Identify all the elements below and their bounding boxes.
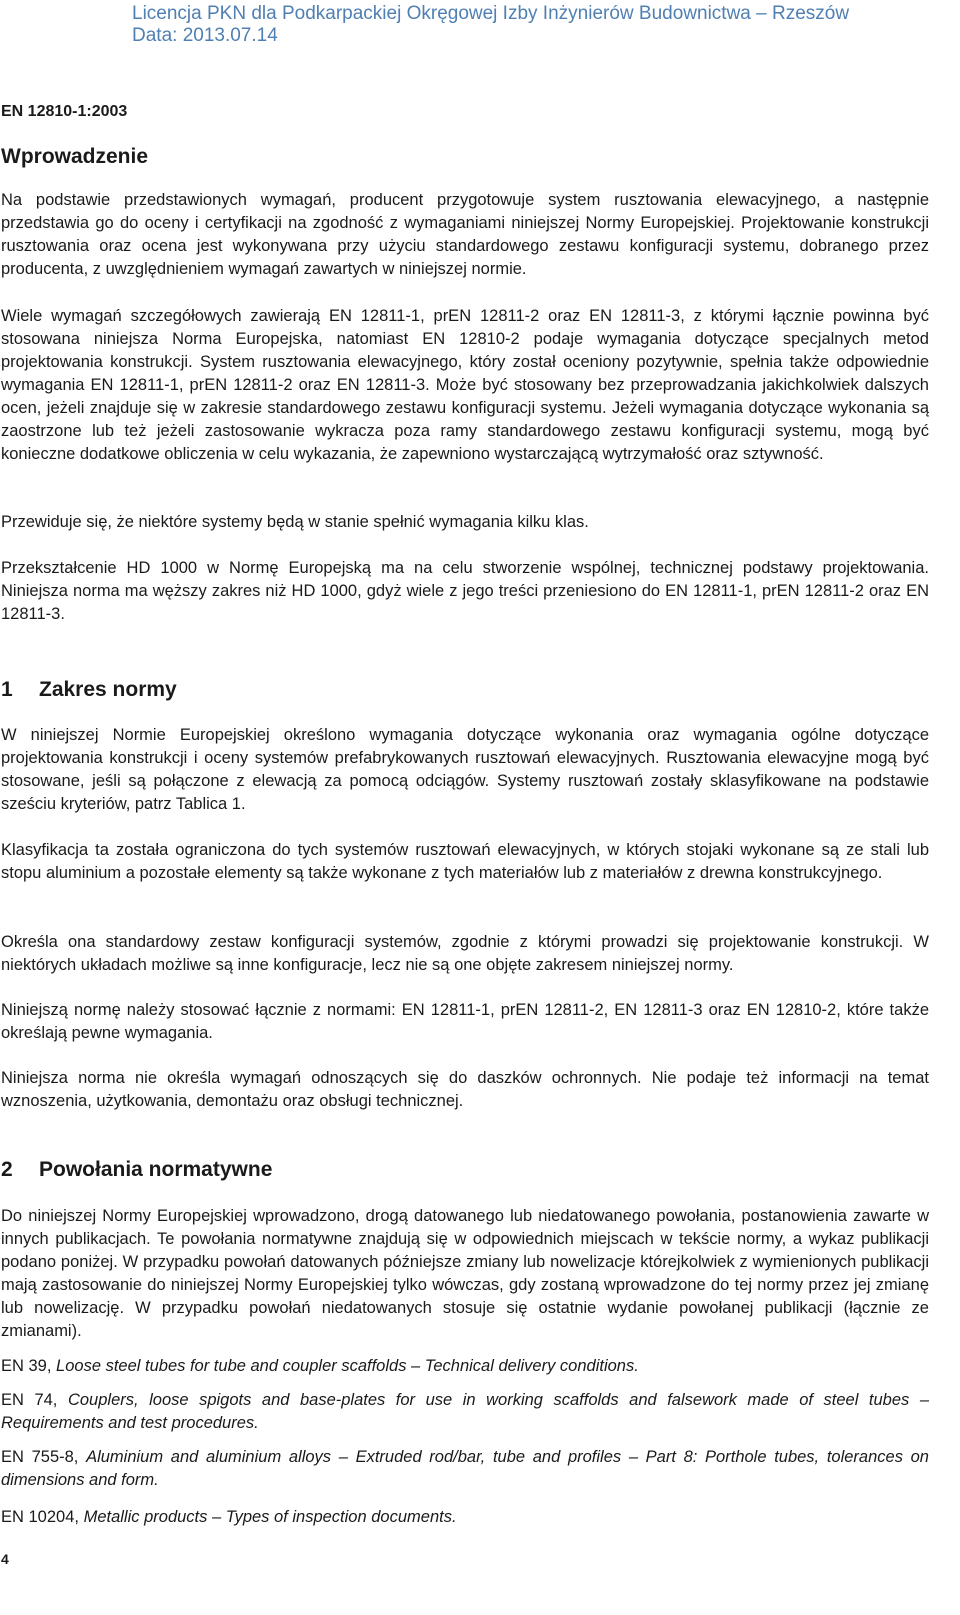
section-1-paragraph-3: Określa ona standardowy zestaw konfiguracji systemów, zgodnie z którymi prowadzi się projektowanie konstrukcji. W niektórych układach możliwe są inne konfiguracje, lecz nie są one objęte zakresem niniejszej normy.: [1, 933, 929, 974]
section-2-number: 2: [1, 1158, 13, 1181]
section-2-heading: [1, 1157, 272, 1183]
section-2-title: Powołania normatywne: [39, 1158, 273, 1181]
section-1-paragraph-4: Niniejszą normę należy stosować łącznie z normami: EN 12811-1, prEN 12811-2, EN 12811-3 oraz EN 12810-2, które także określają pewne wymagania.: [1, 1001, 929, 1042]
reference-title: Metallic products – Types of inspection documents.: [83, 1508, 457, 1526]
reference-item: [1, 1355, 929, 1378]
reference-code: EN 10204,: [1, 1508, 79, 1526]
section-1-paragraph-5: Niniejsza norma nie określa wymagań odnoszących się do daszków ochronnych. Nie podaje też informacji na temat wznoszenia, użytkowania, demontażu oraz obsługi technicznej.: [1, 1069, 929, 1110]
reference-item: [1, 1389, 929, 1435]
intro-paragraph-2: Wiele wymagań szczegółowych zawierają EN 12811-1, prEN 12811-2 oraz EN 12811-3, z którymi łącznie powinna być stosowana niniejsza Norma Europejska, natomiast EN 12810-2 podaje wymagania dotyczące specjalnych metod projektowania konstrukcji. System rusztowania elewacyjnego, który został oceniony pozytywnie, spełnia także odpowiednie wymagania EN 12811-1, prEN 12811-2 oraz EN 12811-3. Może być stosowany bez przeprowadzania jakichkolwiek dalszych ocen, jeżeli znajduje się w zakresie standardowego zestawu konfiguracji systemu. Jeżeli wymagania dotyczące wykonania są zaostrzone lub też jeżeli zastosowanie wykracza poza ramy standardowego zestawu konfiguracji systemu, mogą być konieczne dodatkowe obliczenia w celu wykazania, że zapewniono wystarczającą wytrzymałość oraz sztywność.: [1, 307, 929, 463]
intro-heading: Wprowadzenie: [1, 145, 149, 168]
reference-title: Aluminium and aluminium alloys – Extruded rod/bar, tube and profiles – Part 8: Porthole tubes, tolerances on dimensions and form.: [1, 1448, 929, 1489]
intro-paragraph-1: Na podstawie przedstawionych wymagań, producent przygotowuje system rusztowania elewacyjnego, a następnie przedstawia go do oceny i certyfikacji na zgodność z wymaganiami niniejszej Normy Europejskiej. Projektowanie konstrukcji rusztowania oraz ocena jest wykonywana przy użyciu standardowego zestawu konfiguracji systemu, dobranego przez producenta, z uwzględnieniem wymagań zawartych w niniejszej normie.: [1, 191, 929, 278]
section-1-title: Zakres normy: [39, 678, 177, 701]
page-number: 4: [1, 1551, 9, 1567]
section-2-paragraph-1: Do niniejszej Normy Europejskiej wprowadzono, drogą datowanego lub niedatowanego powołania, postanowienia zawarte w innych publikacjach. Te powołania normatywne znajdują się w odpowiednich miejscach w tekście normy, a wykaz publikacji podano poniżej. W przypadku powołań datowanych późniejsze zmiany lub nowelizacje którejkolwiek z wymienionych publikacji mają zastosowanie do niniejszej Normy Europejskiej tylko wówczas, gdy zostaną wprowadzone do tej normy przez jej zmianę lub nowelizację. W przypadku powołań niedatowanych stosuje się ostatnie wydanie powołanej publikacji (łącznie ze zmianami).: [1, 1207, 929, 1340]
license-date: Data: 2013.07.14: [132, 25, 278, 46]
intro-paragraph-3: Przewiduje się, że niektóre systemy będą w stanie spełnić wymagania kilku klas.: [1, 513, 589, 531]
section-1-paragraph-1: W niniejszej Normie Europejskiej określono wymagania dotyczące wykonania oraz wymagania ogólne dotyczące projektowania konstrukcji i oceny systemów prefabrykowanych rusztowań elewacyjnych. Rusztowania elewacyjne mogą być stosowane, jeśli są połączone z elewacją za pomocą odciągów. Systemy rusztowań zostały sklasyfikowane na podstawie sześciu kryteriów, patrz Tablica 1.: [1, 726, 929, 813]
reference-item: [1, 1446, 929, 1492]
intro-paragraph-4: Przekształcenie HD 1000 w Normę Europejską ma na celu stworzenie wspólnej, technicznej podstawy projektowania. Niniejsza norma ma węższy zakres niż HD 1000, gdyż wiele z jego treści przeniesiono do EN 12811-1, prEN 12811-2 oraz EN 12811-3.: [1, 559, 929, 623]
reference-title: Couplers, loose spigots and base-plates for use in working scaffolds and falsework made of steel tubes – Requirements and test procedures.: [1, 1391, 930, 1432]
reference-code: EN 755-8,: [1, 1448, 79, 1466]
section-1-paragraph-2: Klasyfikacja ta została ograniczona do tych systemów rusztowań elewacyjnych, w których stojaki wykonane są ze stali lub stopu aluminium a pozostałe elementy są także wykonane z tych materiałów lub z materiałów z drewna konstrukcyjnego.: [1, 841, 929, 882]
reference-title: Loose steel tubes for tube and coupler scaffolds – Technical delivery conditions.: [56, 1357, 639, 1375]
reference-item: [1, 1506, 929, 1529]
license-watermark: [132, 3, 849, 47]
reference-code: EN 74,: [1, 1391, 58, 1409]
reference-code: EN 39,: [1, 1357, 52, 1375]
document-id: EN 12810-1:2003: [1, 103, 128, 120]
section-1-number: 1: [1, 678, 13, 701]
license-line: Licencja PKN dla Podkarpackiej Okręgowej Izby Inżynierów Budownictwa – Rzeszów: [132, 3, 850, 24]
section-1-heading: [1, 677, 177, 703]
